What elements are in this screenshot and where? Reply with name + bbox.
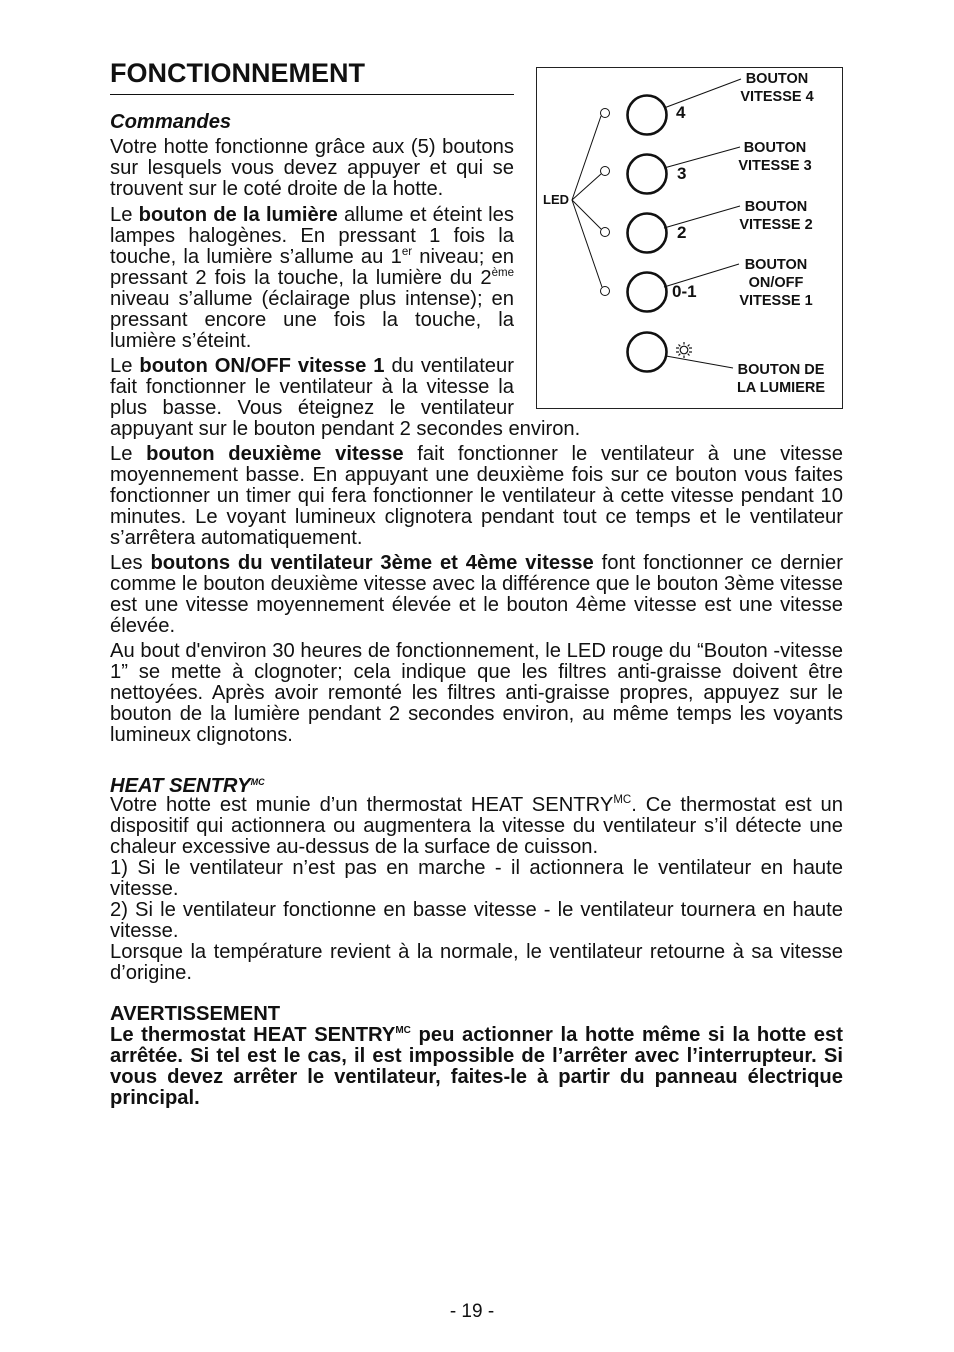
led-indicator-2 xyxy=(601,228,610,237)
text-run: fait fonctionner le ventilateur à une vitesse moyennement basse. En appuyant une deuxième fois sur ce bouton vous faites fonctionner un timer qui fera fonctionner le ventilateur à cette vitesse pendant 10 minutes. Le voyant lumineux clignotera pendant tout ce temps et le ventilateur s’arrêtera automatiquement. xyxy=(110,443,843,549)
superscript: ème xyxy=(491,267,514,279)
led-indicator-3 xyxy=(601,167,610,176)
heat-sentry-item-1: 1) Si le ventilateur n’est pas en marche - il actionnera le ventilateur en haute vitesse. xyxy=(110,857,843,900)
page-number: - 19 - xyxy=(449,1301,495,1322)
heat-sentry-item-2: 2) Si le ventilateur fonctionne en basse vitesse - le ventilateur tournera en haute vitesse. xyxy=(110,899,843,942)
heading-text: HEAT SENTRY xyxy=(110,775,251,797)
label-line: VITESSE 4 xyxy=(740,89,814,105)
label-line: VITESSE 2 xyxy=(739,217,813,233)
heat-sentry-heading xyxy=(110,775,843,797)
label-line: ON/OFF xyxy=(748,275,804,291)
text-run: . Ce thermostat est un dispositif qui actionnera ou augmentera la vitesse du ventilateur s’il détecte une chaleur excessive au-dessus de la surface de cuisson. xyxy=(110,794,843,858)
text-run: niveau s’allume (éclairage plus intense); en pressant encore une fois la touche, la lumière s’éteint. xyxy=(110,288,514,352)
superscript: er xyxy=(401,246,413,258)
label-line: VITESSE 1 xyxy=(739,293,813,309)
led-indicator-0-1 xyxy=(601,287,610,296)
label-speed-4-button xyxy=(722,70,832,106)
label-line: BOUTON DE xyxy=(737,362,825,378)
light-icon xyxy=(676,342,692,358)
trademark-superscript: MC xyxy=(395,1025,411,1036)
warning-heading: AVERTISSEMENT xyxy=(110,1003,281,1025)
label-light-button xyxy=(726,361,836,397)
label-leader-line xyxy=(666,356,733,368)
button-number-4: 4 xyxy=(676,103,686,122)
bold-text: bouton ON/OFF vitesse 1 xyxy=(139,355,385,377)
bold-text: bouton deuxième vitesse xyxy=(146,443,404,465)
commandes-heading: Commandes xyxy=(110,111,232,133)
speed-2-button-symbol xyxy=(628,214,667,253)
label-line: BOUTON xyxy=(744,199,808,215)
button-number-3: 3 xyxy=(677,164,687,183)
third-fourth-speed-paragraph xyxy=(110,553,843,637)
label-line: BOUTON xyxy=(744,257,808,273)
text-run: du ventilateur fait fonctionner le ventilateur à la vitesse la plus basse. Vous éteignez le ventilateur appuyant sur le bouton pendant 2 secondes environ. xyxy=(110,355,581,440)
heat-sentry-intro xyxy=(110,795,843,858)
control-panel-diagram xyxy=(536,67,843,409)
button-number-2: 2 xyxy=(677,223,687,242)
label-line: BOUTON xyxy=(745,71,809,87)
bold-text: boutons du ventilateur 3ème et 4ème vitesse xyxy=(150,552,594,574)
text-run: allume et éteint les lampes halogènes. En pressant 1 fois la touche, la lumière s’allume au 1 xyxy=(110,204,514,268)
commandes-paragraph: Votre hotte fonctionne grâce aux (5) boutons sur lesquels vous devez appuyer et qui se trouvent sur le coté droite de la hotte. xyxy=(110,136,514,200)
warning-text xyxy=(110,1025,843,1109)
on-off-speed-1-button-symbol xyxy=(628,273,667,312)
label-speed-2-button xyxy=(721,198,831,234)
text-run: Le xyxy=(110,204,139,226)
text-run: peu actionner la hotte même si la hotte est arrêtée. Si tel est le cas, il est impossible de l’arrêter avec l’interrupteur. Si vous devez arrêter le ventilateur, faites-le à partir du panneau électrique principal. xyxy=(110,1024,843,1109)
speed-3-button-symbol xyxy=(628,155,667,194)
led-connector-line xyxy=(572,200,602,287)
led-connector-line xyxy=(572,200,601,229)
text-run: Votre hotte est munie d’un thermostat HEAT SENTRY xyxy=(110,794,614,816)
text-run: Le xyxy=(110,355,140,377)
led-label: LED xyxy=(543,192,569,207)
page-title: FONCTIONNEMENT xyxy=(110,57,514,95)
filter-reminder-paragraph: Au bout d'environ 30 heures de fonctionnement, le LED rouge du “Bouton -vitesse 1” se mette à clognoter; cela indique que les filtres anti-graisse doivent être nettoyées. Après avoir remonté les filtres anti-graisse propres, appuyez sur le bouton de la lumière pendant 2 secondes environ, au même temps les voyants lumineux clignotons. xyxy=(110,640,843,746)
text-run: Les xyxy=(110,552,151,574)
text-run: Le xyxy=(110,443,147,465)
text-run: niveau; en pressant 2 fois la touche, la lumière du 2 xyxy=(110,246,514,289)
label-line: LA LUMIERE xyxy=(736,380,826,396)
label-line: VITESSE 3 xyxy=(738,158,812,174)
diagram-drawing xyxy=(537,68,842,408)
light-button-symbol xyxy=(628,333,667,372)
trademark-superscript: MC xyxy=(613,794,632,806)
second-speed-paragraph xyxy=(110,444,843,549)
button-number-0-1: 0-1 xyxy=(672,282,697,301)
led-indicator-4 xyxy=(601,109,610,118)
text-run: Le thermostat HEAT SENTRY xyxy=(110,1024,396,1046)
label-line: BOUTON xyxy=(743,140,807,156)
heat-sentry-closing: Lorsque la température revient à la normale, le ventilateur retourne à sa vitesse d’origine. xyxy=(110,941,843,984)
text-run: font fonctionner ce dernier comme le bouton deuxième vitesse avec la différence que le bouton 3ème vitesse est une vitesse moyennement élevée et le bouton 4ème vitesse est une vitesse élevée. xyxy=(110,552,843,637)
trademark-superscript: MC xyxy=(250,777,265,787)
bold-text: bouton de la lumière xyxy=(138,204,338,226)
label-on-off-speed-1-button xyxy=(721,256,831,310)
speed-4-button-symbol xyxy=(628,96,667,135)
label-speed-3-button xyxy=(720,139,830,175)
page-content xyxy=(110,57,843,1109)
